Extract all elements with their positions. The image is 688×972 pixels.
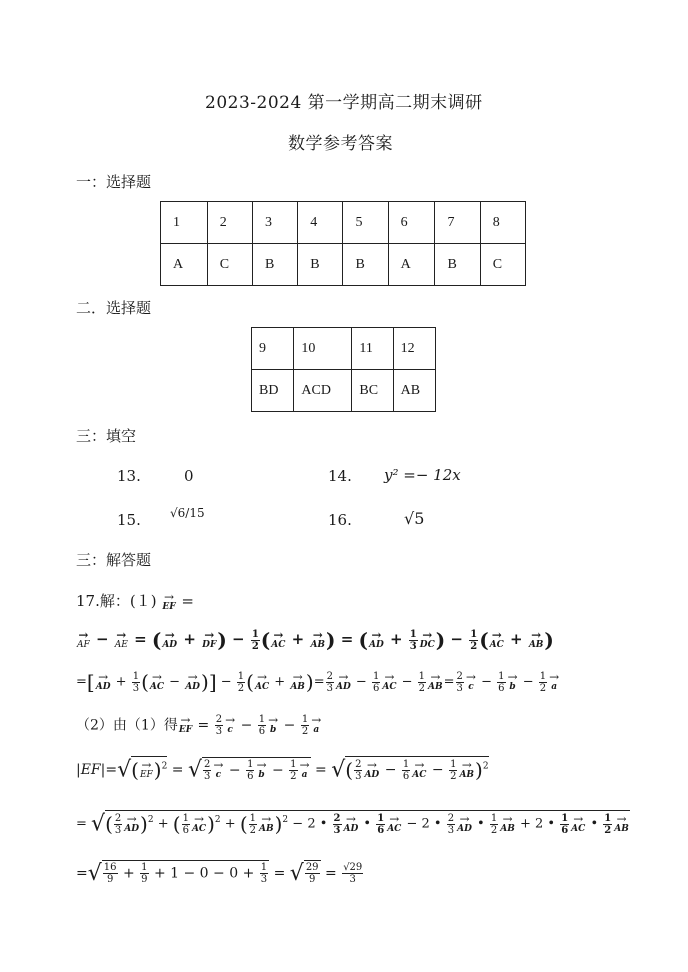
q16-answer: √5 [404,509,425,528]
table1-number: 3 [253,202,298,244]
ef-abs: |EF|= [76,762,118,778]
table1-answer: C [480,244,525,286]
table2-answer: AB [393,370,435,412]
table1-answer: A [161,244,208,286]
q17-line1: 17.解：(１) → EF = [76,589,194,612]
table2-number: 10 [294,328,352,370]
part2-intro: （2）由（1）得 [76,717,178,734]
table1-number: 1 [161,202,208,244]
q14-number: 14. [328,467,352,485]
table1-answer: B [343,244,388,286]
section3-heading: 三：填空 [76,427,137,445]
section2-heading: 二．选择题 [76,299,152,317]
table2-number: 9 [252,328,294,370]
expansion-line: = √( $\frac{2}{3}$ → AD )$^2$ + ( $\frac{1}{6}$ → AC )$^2$ + ( $\frac{1}{2}$ → AB )$^2$ − 2 • $\frac{2}{3}$ → AD • $\frac{1}{6}$ → AC − 2 • $\frac{2}{3}$ → AD • $\frac{1}{2}$ → AB + 2 • $\frac{1}{6}$ → AC • $\frac{1}{2}$ → AB [76,811,629,837]
final-line: =√ $\frac{16}{9}$ + $\frac{1}{9}$ + 1 − 0 − 0 + $\frac{1}{3}$ = √ $\frac{29}{9}$ = $\frac{√29}{3}$ [76,861,363,886]
q17-intro: 17.解：(１) [76,592,157,610]
table2-answer: ACD [294,370,352,412]
q13-answer: 0 [184,467,194,485]
table1-answer: B [253,244,298,286]
table2-number: 11 [352,328,393,370]
table2-number: 12 [393,328,435,370]
table1-number: 6 [388,202,435,244]
q17-part2: （2）由（1）得 → EF = $\frac{2}{3}$ → c − $\frac{1}{6}$ → b − $\frac{1}{2}$ → a [76,713,322,737]
q13-number: 13. [117,467,141,485]
table1-number: 2 [207,202,252,244]
section4-heading: 三：解答题 [76,551,152,569]
answer-table-2 [251,327,436,412]
q15-answer: √6/15 [170,506,205,520]
table2-answer: BC [352,370,393,412]
q17-line2: → AF − → AE = ( → AD + → DF ) − $\frac{1}{2}$ ( → AC + → AB ) = ( → AD + $\frac{1}{3}$ → DC ) − $\frac{1}{2}$ ( → AC + → AB ) [77,627,554,652]
q14-answer: y² =− 12x [384,466,461,484]
table1-number: 5 [343,202,388,244]
page-subtitle: 数学参考答案 [288,134,393,154]
table1-number: 4 [298,202,343,244]
table1-number: 8 [480,202,525,244]
section1-heading: 一：选择题 [76,173,152,191]
table1-answer: B [298,244,343,286]
answer-table-1 [160,201,526,286]
q15-number: 15. [117,511,141,529]
table2-answer: BD [252,370,294,412]
table1-answer: A [388,244,435,286]
table1-answer: C [207,244,252,286]
table1-number: 7 [435,202,480,244]
q16-number: 16. [328,511,352,529]
q17-line3: =[ → AD + $\frac{1}{3}$ ( → AC − → AD )] − $\frac{1}{2}$ ( → AC + → AB )= $\frac{2}{3}$ → AD − $\frac{1}{6}$ → AC − $\frac{1}{2}$ → AB = $\frac{2}{3}$ → c − $\frac{1}{6}$ → b − $\frac{1}{2}$ → a [76,669,560,694]
page-title: 2023-2024 第一学期高二期末调研 [205,93,483,113]
table1-answer: B [435,244,480,286]
ef-magnitude-line: |EF|=√( → EF )$^2$ = √ $\frac{2}{3}$ → c − $\frac{1}{6}$ → b − $\frac{1}{2}$ → a = √( $\frac{2}{3}$ → AD − $\frac{1}{6}$ → AC − $\frac{1}{2}$ → AB )$^2$ [76,757,489,783]
